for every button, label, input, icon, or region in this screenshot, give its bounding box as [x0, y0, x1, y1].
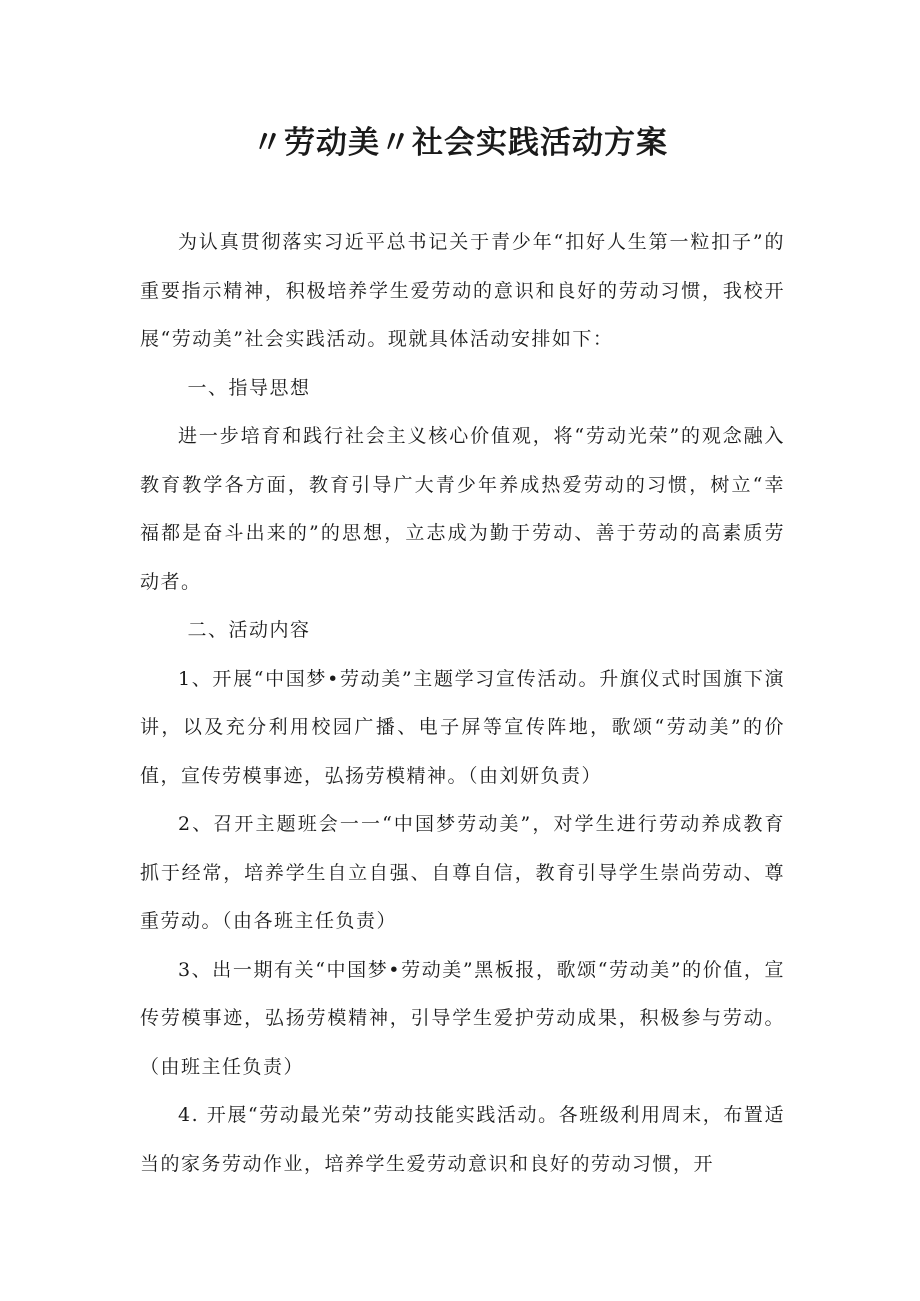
activity-item-2: 2、召开主题班会一一“中国梦劳动美”，对学生进行劳动养成教育抓于经常，培养学生自立自强、自尊自信，教育引导学生崇尚劳动、尊重劳动。（由各班主任负责） [140, 813, 785, 932]
intro-paragraph: 为认真贯彻落实习近平总书记关于青少年“扣好人生第一粒扣子”的重要指示精神，积极培养学生爱劳动的意识和良好的劳动习惯，我校开展“劳动美”社会实践活动。现就具体活动安排如下： [140, 231, 785, 350]
guiding-ideology-paragraph: 进一步培育和践行社会主义核心价值观，将“劳动光荣”的观念融入教育教学各方面，教育引导广大青少年养成热爱劳动的习惯，树立“幸福都是奋斗出来的”的思想，立志成为勤于劳动、善于劳动的高素质劳动者。 [140, 425, 785, 593]
activity-item-4: 4. 开展“劳动最光荣”劳动技能实践活动。各班级利用周末，布置适当的家务劳动作业，培养学生爱劳动意识和良好的劳动习惯，开 [140, 1104, 785, 1175]
activity-item-3: 3、出一期有关“中国梦•劳动美”黑板报，歌颂“劳动美”的价值，宣传劳模事迹，弘扬劳模精神，引导学生爱护劳动成果，积极参与劳动。（由班主任负责） [140, 958, 785, 1078]
section-heading-guiding-ideology: 一、指导思想 [187, 376, 311, 399]
document-body [140, 218, 785, 1188]
section-heading-activity-content: 二、活动内容 [187, 619, 311, 641]
activity-item-1: 1、开展“中国梦•劳动美”主题学习宣传活动。升旗仪式时国旗下演讲，以及充分利用校园广播、电子屏等宣传阵地，歌颂“劳动美”的价值，宣传劳模事迹，弘扬劳模精神。（由刘妍负责） [140, 667, 785, 787]
page-title: 〃劳动美〃社会实践活动方案 [252, 125, 668, 161]
